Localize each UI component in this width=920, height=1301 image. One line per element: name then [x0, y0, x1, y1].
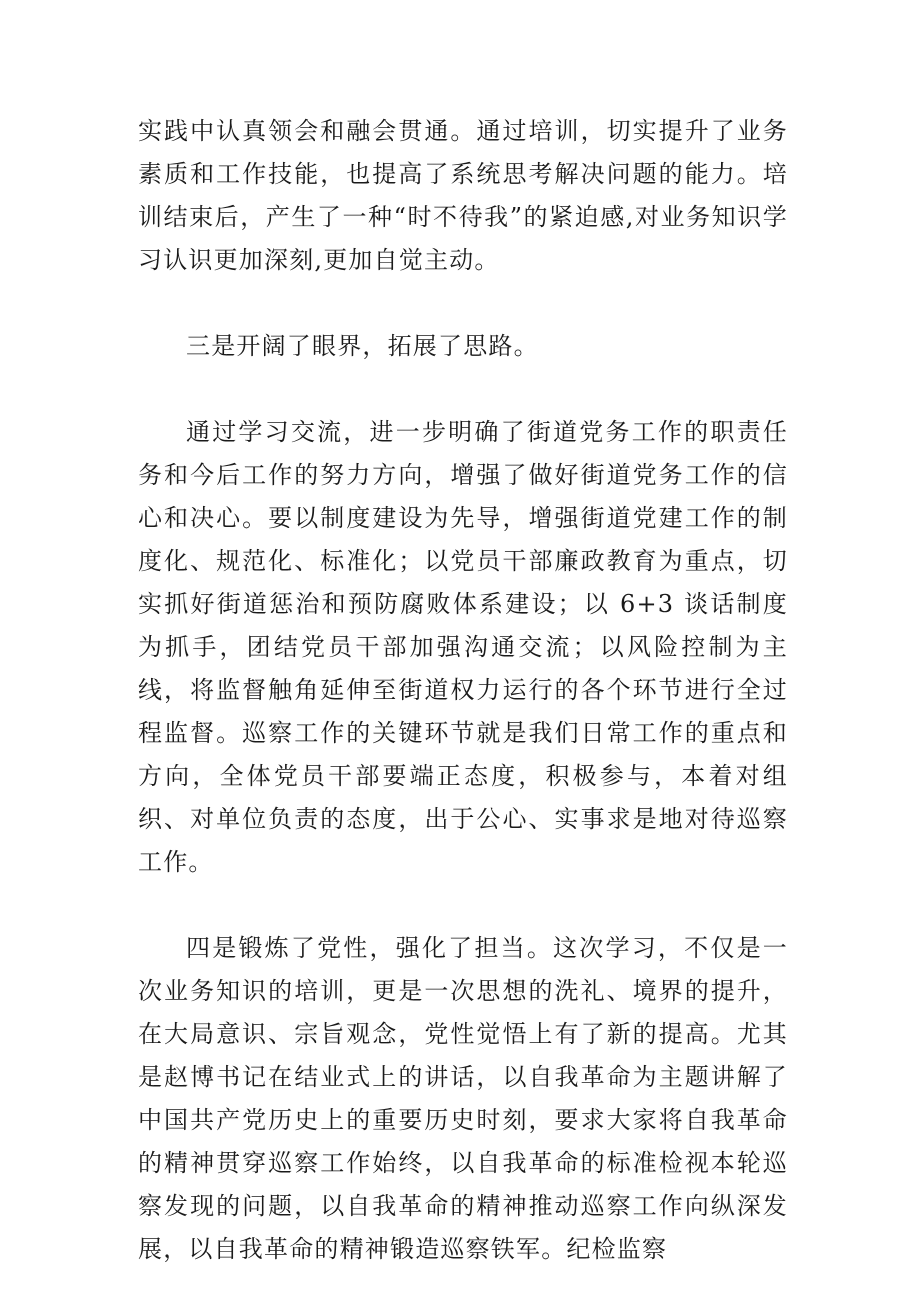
section-heading-three: 三是开阔了眼界，拓展了思路。	[186, 332, 539, 360]
document-body	[138, 110, 788, 1271]
paragraph-spacer	[138, 884, 788, 927]
paragraph-continuation: 实践中认真领会和融会贯通。通过培训，切实提升了业务素质和工作技能，也提高了系统思考解决问题的能力。培训结束后，产生了一种“时不待我”的紧迫感,对业务知识学习认识更加深刻,更加自觉主动。	[138, 117, 788, 274]
paragraph-section-four: 四是锻炼了党性，强化了担当。这次学习，不仅是一次业务知识的培训，更是一次思想的洗礼、境界的提升，在大局意识、宗旨观念，党性觉悟上有了新的提高。尤其是赵博书记在结业式上的讲话，以自我革命为主题讲解了中国共产党历史上的重要历史时刻，要求大家将自我革命的精神贯穿巡察工作始终，以自我革命的标准检视本轮巡察发现的问题，以自我革命的精神推动巡察工作向纵深发展，以自我革命的精神锻造巡察铁军。纪检监察	[138, 934, 788, 1263]
paragraph-spacer	[138, 282, 788, 325]
paragraph-study-exchange: 通过学习交流，进一步明确了街道党务工作的职责任务和今后工作的努力方向，增强了做好街道党务工作的信心和决心。要以制度建设为先导，增强街道党建工作的制度化、规范化、标准化；以党员干部廉政教育为重点，切实抓好街道惩治和预防腐败体系建设；以 6+3 谈话制度为抓手，团结党员干部加强沟通交流；以风险控制为主线，将监督触角延伸至街道权力运行的各个环节进行全过程监督。巡察工作的关键环节就是我们日常工作的重点和方向，全体党员干部要端正态度，积极参与，本着对组织、对单位负责的态度，出于公心、实事求是地对待巡察工作。	[138, 418, 788, 876]
paragraph-spacer	[138, 368, 788, 411]
